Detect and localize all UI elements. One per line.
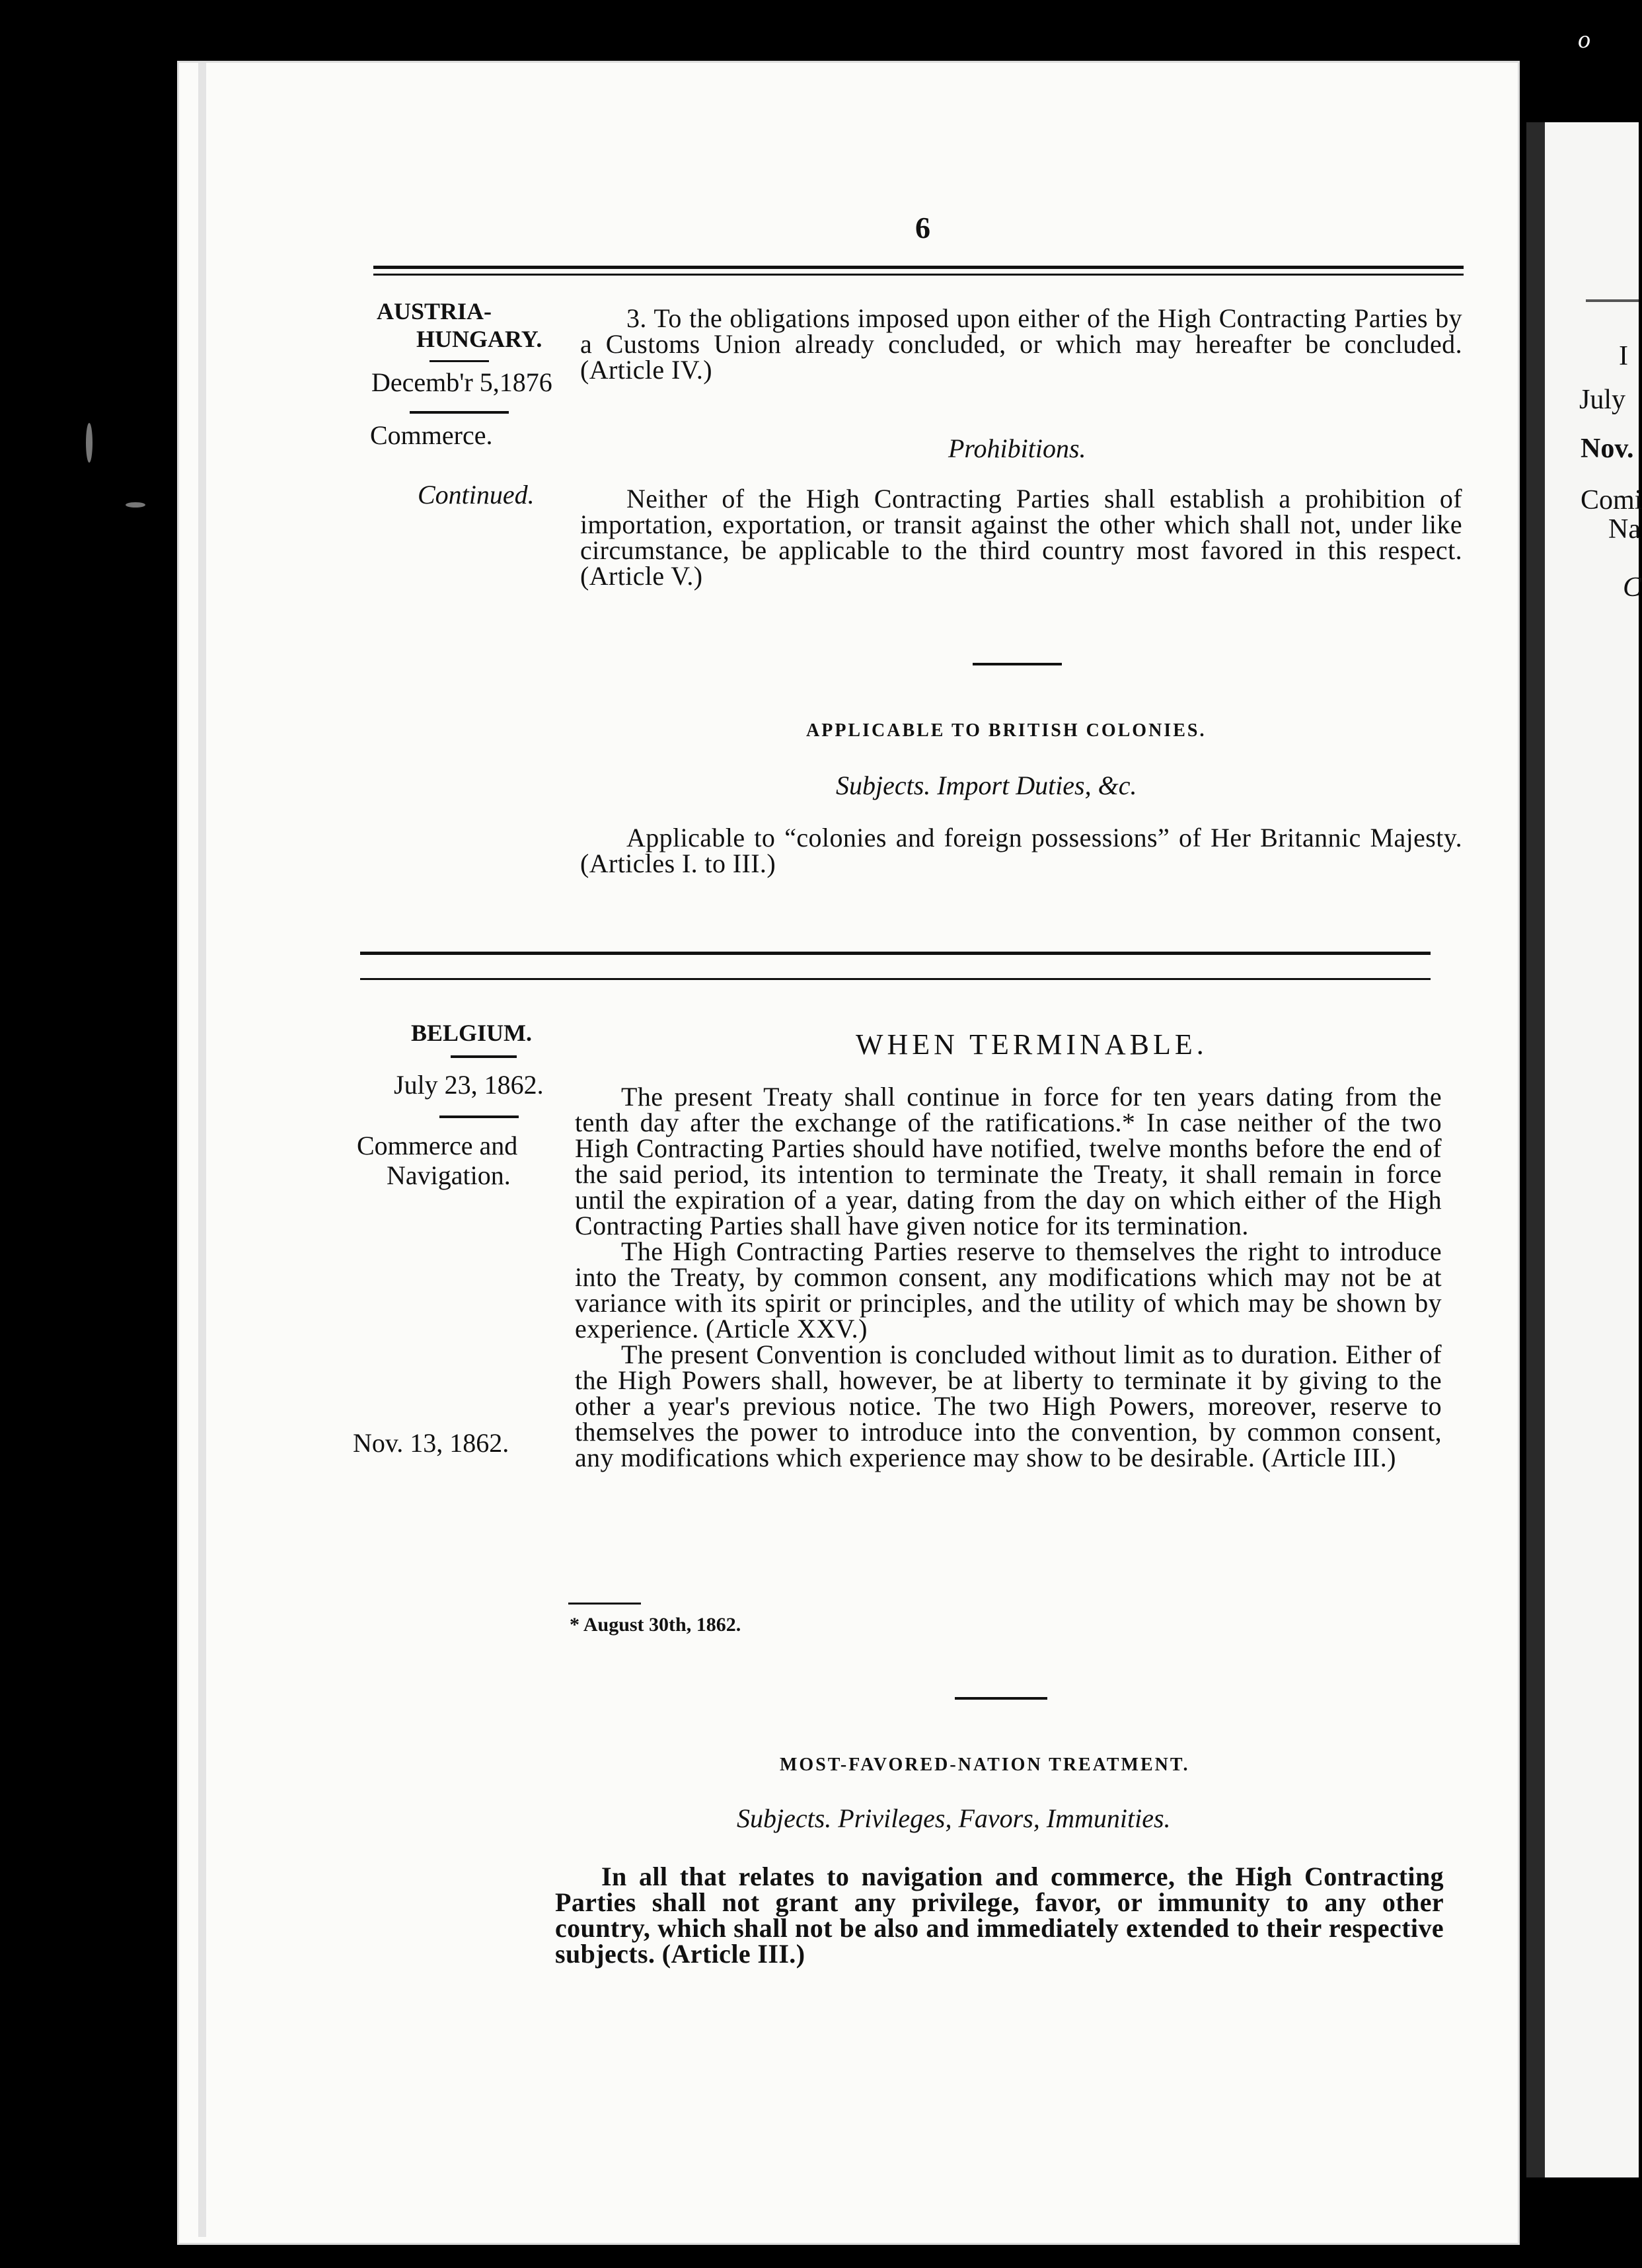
section-divider <box>955 1697 1047 1700</box>
treaty-subject: Commerce. <box>370 420 493 450</box>
adjacent-page-text: I <box>1619 341 1628 371</box>
section-divider <box>973 663 1062 665</box>
country-name: HUNGARY. <box>416 326 542 352</box>
top-rule <box>373 266 1464 269</box>
treaty-subject: Navigation. <box>387 1160 511 1190</box>
paragraph-text: In all that relates to navigation and commerce, the High Contracting Parties shall not grant any privilege, favor, or immunity to any other country, which shall not be also and immediately extended to their respective subjects. (Article III.) <box>555 1862 1444 1969</box>
footnote: * August 30th, 1862. <box>570 1614 741 1636</box>
treaty-paragraph <box>555 1864 1444 1967</box>
treaty-paragraph <box>580 825 1462 876</box>
paragraph-text: Neither of the High Contracting Parties shall establish a prohibition of importation, exportation, or transit against the other which shall not, under like circumstance, be applicable to the third country most favored in this respect. (Article V.) <box>580 484 1462 591</box>
side-divider <box>451 1055 517 1058</box>
section-rule <box>360 978 1431 980</box>
adjacent-page-rule <box>1586 299 1639 302</box>
footnote-rule <box>568 1603 641 1605</box>
adjacent-page <box>1526 122 1642 2177</box>
side-divider <box>429 360 489 362</box>
section-subjects: Subjects. Privileges, Favors, Immunities. <box>737 1803 1171 1833</box>
treaty-paragraph <box>580 486 1462 589</box>
scan-artifact <box>126 502 145 508</box>
paragraph-text: The present Treaty shall continue in force for ten years dating from the tenth day after the exchange of the ratifications.* In case neither of the two High Contracting Parties should have notified, twelve months before the end of the said period, its intention to terminate the Treaty, it shall remain in force until the expiration of a year, dating from the day on which either of the High Contracting Parties shall have given notice for its termination. <box>575 1082 1442 1240</box>
book-spine <box>1526 122 1545 2177</box>
treaty-paragraph <box>580 305 1462 383</box>
section-heading: APPLICABLE TO BRITISH COLONIES. <box>806 720 1207 741</box>
treaty-date: Nov. 13, 1862. <box>353 1428 509 1458</box>
paragraph-text: The High Contracting Parties reserve to themselves the right to introduce into the Treaty, by common consent, any modifications which may not be at variance with its spirit or principles, and the utility of which may be shown by experience. (Article XXV.) <box>575 1236 1442 1343</box>
adjacent-page-text: July <box>1579 385 1626 415</box>
section-rule <box>360 952 1431 955</box>
adjacent-page-text: Comi <box>1581 485 1642 515</box>
country-name: BELGIUM. <box>411 1020 533 1046</box>
scan-artifact <box>86 423 93 463</box>
treaty-subject: Commerce and <box>357 1131 518 1160</box>
side-divider <box>410 411 509 414</box>
treaty-date: Decemb'r 5,1876 <box>371 367 552 397</box>
country-name: AUSTRIA- <box>377 298 492 324</box>
paragraph-text: The present Convention is concluded without limit as to duration. Either of the High Powers shall, however, be at liberty to terminate it by giving to the other a year's previous notice. The two High Powers, moreover, reserve to themselves the power to introduce into the convention, by common consent, any modifications which experience may show to be desirable. (Article III.) <box>575 1340 1442 1472</box>
treaty-date: July 23, 1862. <box>394 1070 544 1100</box>
section-heading: WHEN TERMINABLE. <box>856 1028 1208 1061</box>
adjacent-page-text: Nov. <box>1581 434 1634 464</box>
paragraph-text: Applicable to “colonies and foreign possessions” of Her Britannic Majesty. (Articles I. to III.) <box>580 823 1462 878</box>
page-number: 6 <box>915 211 930 245</box>
side-divider <box>439 1115 519 1118</box>
top-rule <box>373 274 1464 276</box>
section-heading: Prohibitions. <box>948 434 1086 463</box>
continued-label: Continued. <box>418 480 535 510</box>
section-heading: MOST-FAVORED-NATION TREATMENT. <box>780 1755 1190 1775</box>
corner-mark: o <box>1578 26 1590 54</box>
treaty-paragraph <box>575 1084 1442 1470</box>
paragraph-text: 3. To the obligations imposed upon either of the High Contracting Parties by a Customs Union already concluded, or which may hereafter be concluded. (Article IV.) <box>580 303 1462 385</box>
section-subjects: Subjects. Import Duties, &c. <box>836 771 1137 800</box>
page-edge <box>198 63 206 2237</box>
adjacent-page-text: C <box>1623 572 1642 603</box>
adjacent-page-text: Na <box>1608 514 1641 545</box>
